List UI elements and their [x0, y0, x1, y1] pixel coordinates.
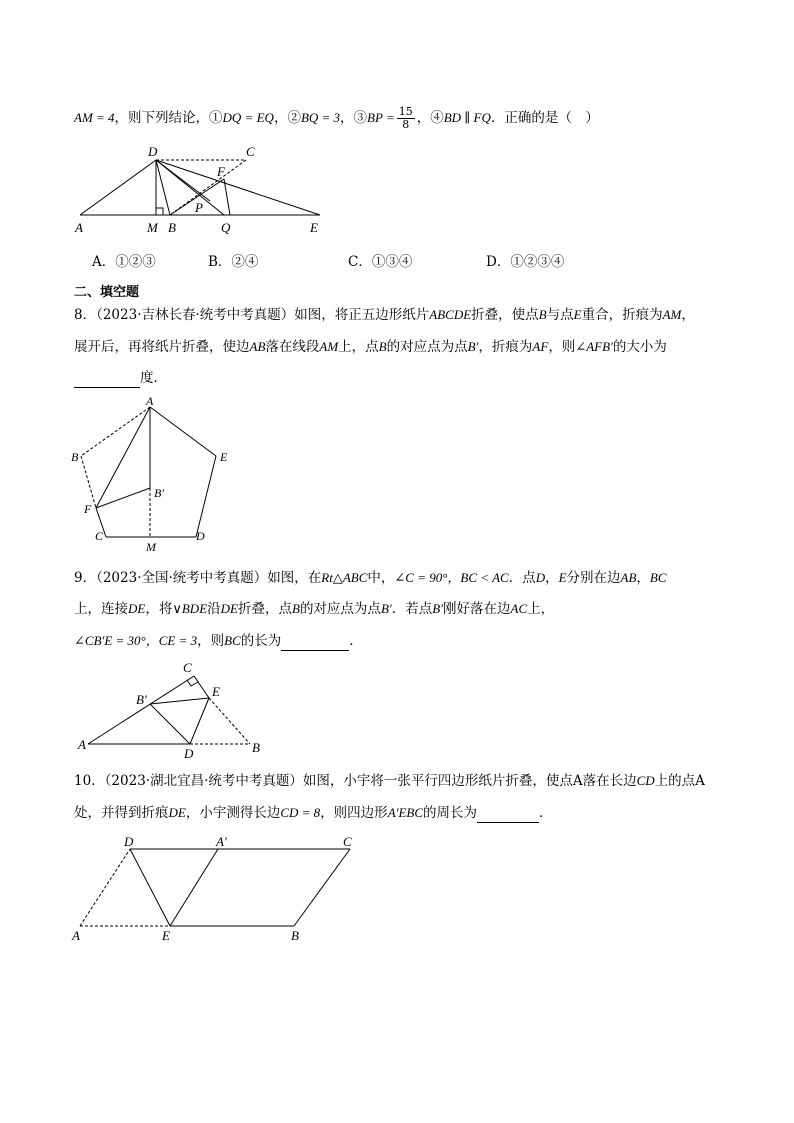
q10-line-2: 处，并得到折痕DE，小宇测得长边CD = 8，则四边形A′EBC的周长为 ． [74, 805, 553, 821]
label-F: F [84, 502, 92, 516]
option-a[interactable]: A．①②③ [92, 254, 156, 270]
label-C: C [246, 144, 255, 159]
q10-line-1: 10．（2023·湖北宜昌·统考中考真题）如图，小宇将一张平行四边形纸片折叠，使点A落在长边CD上的点A [74, 773, 705, 789]
q8-line-2: 展开后，再将纸片折叠，使边AB落在线段AM上，点B的对应点为点B′，折痕为AF，则∠AFB′的大小为 [74, 339, 667, 355]
label-Q: Q [221, 220, 231, 235]
q8-line-1: 8．（2023·吉林长春·统考中考真题）如图，将正五边形纸片ABCDE折叠，使点B与点E重合，折痕为AM， [74, 307, 695, 323]
label-D: D [184, 746, 194, 758]
answer-blank[interactable] [74, 373, 140, 388]
label-B: B [252, 740, 260, 755]
label-C: C [183, 660, 192, 675]
q7-figure [70, 138, 360, 238]
label-E: E [212, 684, 220, 699]
label-A: A [75, 220, 83, 235]
label-C: C [343, 834, 352, 849]
label-E: E [220, 450, 228, 464]
q8-figure [66, 395, 246, 555]
label-A: A [146, 395, 154, 408]
label-B: B [71, 450, 79, 464]
q10-figure [66, 832, 366, 944]
q7-options [0, 250, 794, 272]
q9-figure [74, 658, 274, 758]
answer-blank[interactable] [281, 636, 349, 651]
label-B: B [168, 220, 176, 235]
q7-conclusion-4: BD ∥ FQ [443, 110, 491, 125]
q9-line-3: ∠CB′E = 30°，CE = 3，则BC的长为 ． [74, 633, 363, 649]
label-P: P [195, 200, 203, 215]
label-D: D [148, 144, 158, 159]
section-title: 二、填空题 [74, 285, 140, 300]
label-C: C [95, 529, 104, 543]
q7-conclusions-line: AM = 4，则下列结论，①DQ = EQ，②BQ = 3，③BP = $\frac{15}{8}$ ，④BD ∥ FQ．正确的是（ ） [74, 105, 599, 131]
q8-line-3: 度． [74, 368, 754, 388]
label-D: D [196, 529, 205, 543]
label-D: D [124, 834, 134, 849]
label-E: E [310, 220, 318, 235]
label-E: E [162, 928, 170, 943]
label-A-prime: A′ [216, 834, 227, 849]
label-B-prime: B′ [136, 692, 147, 707]
label-F: F [217, 164, 225, 179]
label-B-prime: B′ [154, 486, 164, 500]
label-A: A [72, 928, 80, 943]
label-B: B [291, 928, 299, 943]
option-b[interactable]: B．②④ [208, 254, 259, 270]
fraction: $\frac{15}{8}$ [398, 105, 413, 131]
q7-conclusion-3: BP = [367, 110, 395, 125]
q9-line-1: 9．（2023·全国·统考中考真题）如图，在Rt△ABC中，∠C = 90°，BC < AC．点D，E分别在边AB，BC [74, 570, 667, 586]
q9-line-2: 上，连接DE，将∨BDE沿DE折叠，点B的对应点为点B′．若点B′刚好落在边AC上， [74, 601, 555, 617]
option-c[interactable]: C．①③④ [348, 254, 413, 270]
label-M: M [147, 220, 158, 235]
q7-conclusion-1: DQ = EQ [222, 110, 274, 125]
label-A: A [78, 737, 86, 752]
label-M: M [146, 540, 156, 554]
option-d[interactable]: D．①②③④ [486, 254, 565, 270]
q7-conclusion-2: BQ = 3 [300, 110, 341, 125]
q7-condition: AM = 4 [74, 110, 115, 125]
answer-blank[interactable] [477, 808, 539, 823]
